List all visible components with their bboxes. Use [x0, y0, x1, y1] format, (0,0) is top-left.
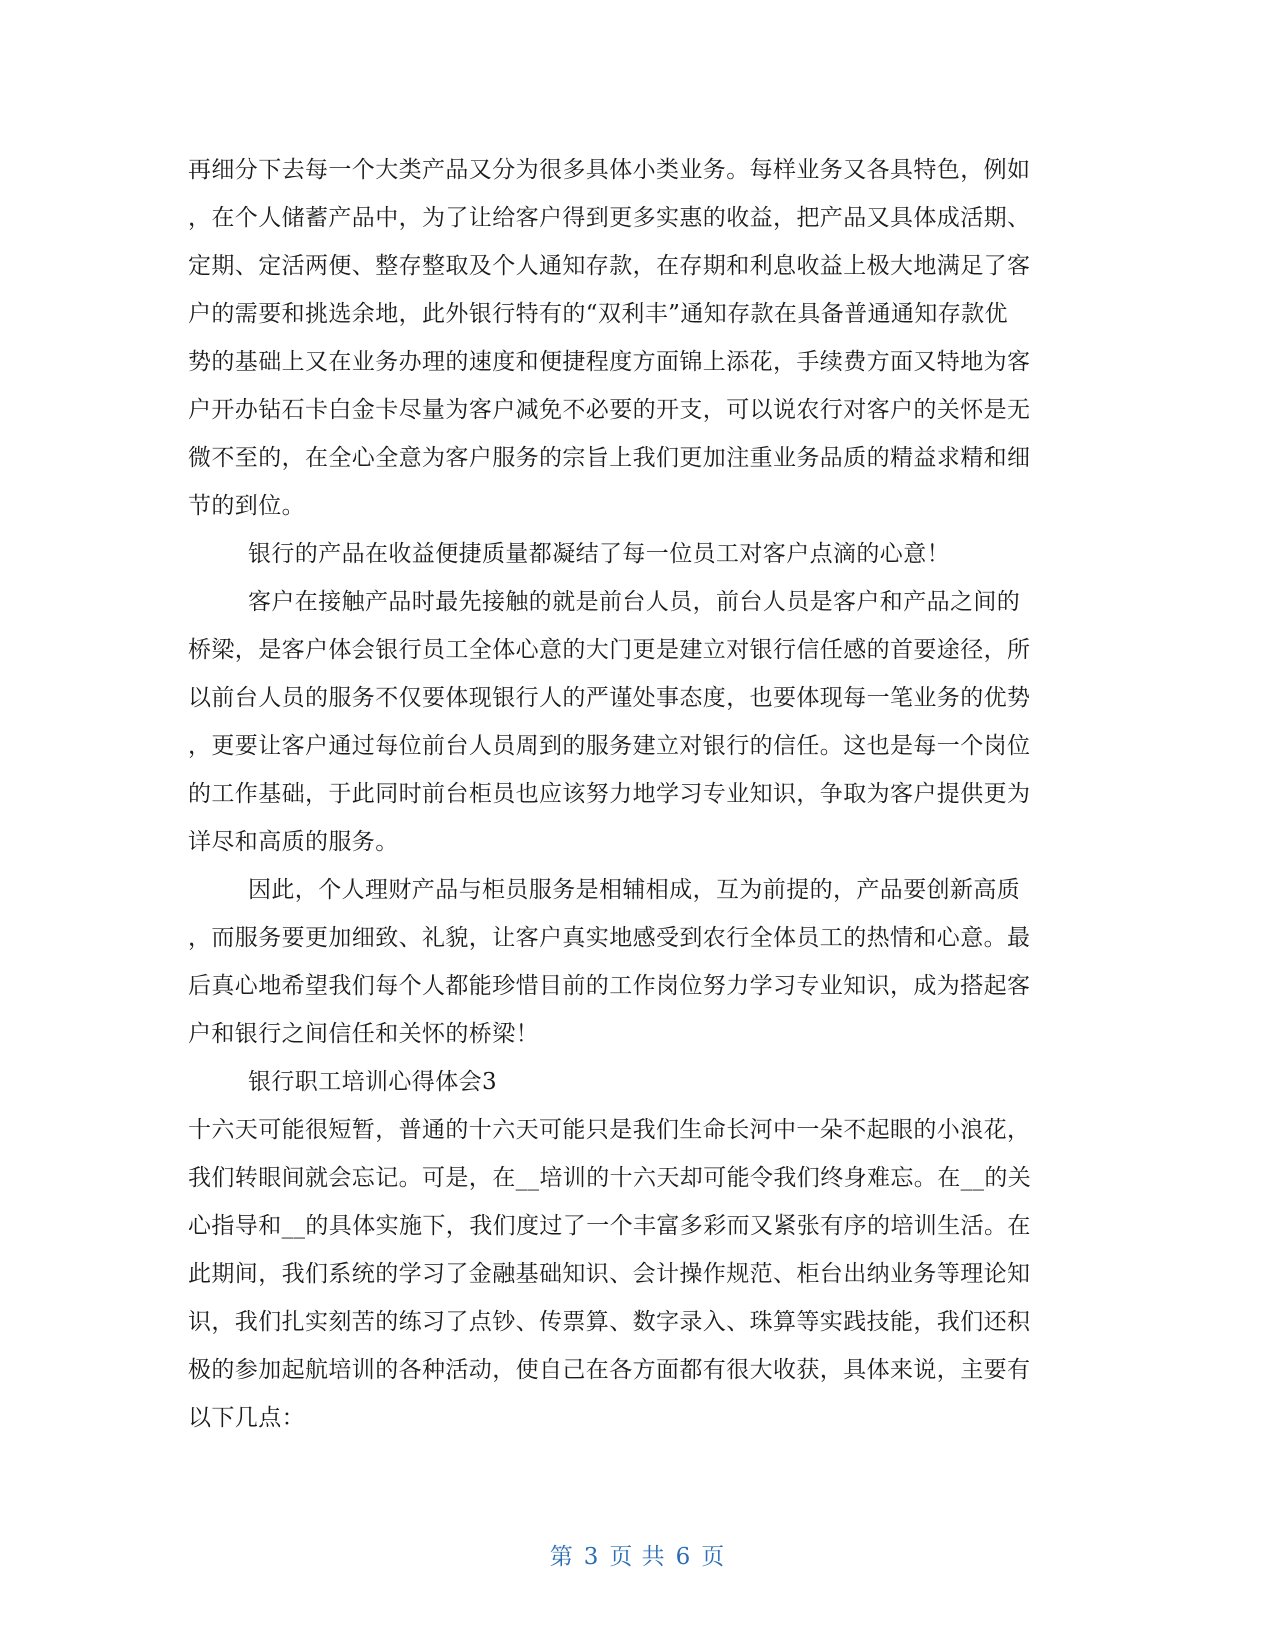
current-page-number: 3	[583, 1544, 600, 1570]
text-line: 心指导和__的具体实施下，我们度过了一个丰富多彩而又紧张有序的培训生活。在	[188, 1213, 1031, 1239]
text-line: 十六天可能很短暂，普通的十六天可能只是我们生命长河中一朵不起眼的小浪花，	[188, 1117, 1031, 1143]
text-line: 户的需要和挑选余地，此外银行特有的“双利丰”通知存款在具备普通通知存款优	[188, 301, 1008, 327]
text-line: 此期间，我们系统的学习了金融基础知识、会计操作规范、柜台出纳业务等理论知	[188, 1261, 1031, 1287]
text-line: 户开办钻石卡白金卡尽量为客户减免不必要的开支，可以说农行对客户的关怀是无	[188, 397, 1031, 423]
text-line: 以下几点：	[188, 1405, 305, 1431]
document-body	[188, 146, 1088, 1442]
text-line: ，而服务要更加细致、礼貌，让客户真实地感受到农行全体员工的热情和心意。最	[188, 925, 1031, 951]
text-line: 因此，个人理财产品与柜员服务是相辅相成，互为前提的，产品要创新高质	[248, 877, 1021, 903]
text-line: 我们转眼间就会忘记。可是，在__培训的十六天却可能令我们终身难忘。在__的关	[188, 1165, 1032, 1191]
text-line: 定期、定活两便、整存整取及个人通知存款，在存期和利息收益上极大地满足了客	[188, 253, 1031, 279]
text-line: 银行的产品在收益便捷质量都凝结了每一位员工对客户点滴的心意！	[248, 541, 950, 567]
text-line: ，更要让客户通过每位前台人员周到的服务建立对银行的信任。这也是每一个岗位	[188, 733, 1031, 759]
text-line: 后真心地希望我们每个人都能珍惜目前的工作岗位努力学习专业知识，成为搭起客	[188, 973, 1031, 999]
text-line: 节的到位。	[188, 493, 305, 519]
text-line: 识，我们扎实刻苦的练习了点钞、传票算、数字录入、珠算等实践技能，我们还积	[188, 1309, 1031, 1335]
text-line: 再细分下去每一个大类产品又分为很多具体小类业务。每样业务又各具特色，例如	[188, 157, 1031, 183]
page-footer	[0, 1538, 1275, 1571]
text-line: 微不至的，在全心全意为客户服务的宗旨上我们更加注重业务品质的精益求精和细	[188, 445, 1031, 471]
text-line: 极的参加起航培训的各种活动，使自己在各方面都有很大收获，具体来说，主要有	[188, 1357, 1031, 1383]
text-line: ，在个人储蓄产品中，为了让给客户得到更多实惠的收益，把产品又具体成活期、	[188, 205, 1031, 231]
text-line: 户和银行之间信任和关怀的桥梁！	[188, 1021, 539, 1047]
text-line: 桥梁，是客户体会银行员工全体心意的大门更是建立对银行信任感的首要途径，所	[188, 637, 1031, 663]
footer-middle: 页 共	[609, 1544, 666, 1570]
total-pages-number: 6	[675, 1544, 692, 1570]
text-line: 银行职工培训心得体会3	[248, 1069, 498, 1095]
text-line: 以前台人员的服务不仅要体现银行人的严谨处事态度，也要体现每一笔业务的优势	[188, 685, 1031, 711]
text-line: 客户在接触产品时最先接触的就是前台人员，前台人员是客户和产品之间的	[248, 589, 1021, 615]
footer-prefix: 第	[549, 1544, 574, 1570]
text-line: 的工作基础，于此同时前台柜员也应该努力地学习专业知识，争取为客户提供更为	[188, 781, 1031, 807]
text-line: 势的基础上又在业务办理的速度和便捷程度方面锦上添花，手续费方面又特地为客	[188, 349, 1031, 375]
footer-suffix: 页	[701, 1544, 726, 1570]
text-line: 详尽和高质的服务。	[188, 829, 399, 855]
